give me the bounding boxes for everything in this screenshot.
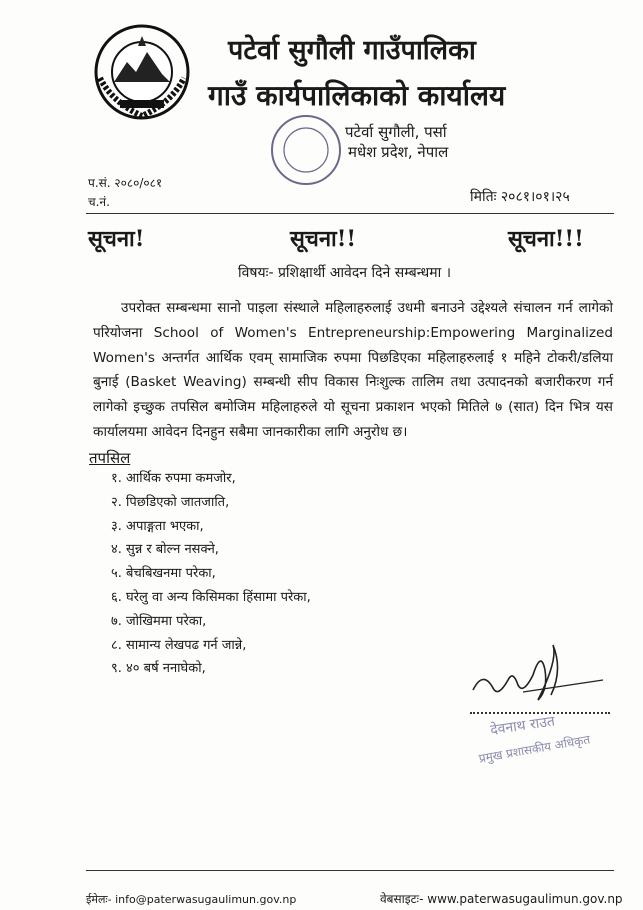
notice-heading-2: सूचना!! [290,226,357,252]
subject-line: विषयः- प्रशिक्षार्थी आवेदन दिने सम्बन्धमा । [238,265,452,281]
office-stamp [266,108,346,192]
office-title-line1: पटेर्वा सुगौली गाउँपालिका [228,35,476,66]
list-item: ६. घरेलु वा अन्य किसिमका हिंसामा परेका, [111,589,311,605]
municipality-emblem [92,22,192,122]
list-item: ९. ४० बर्ष ननाघेको, [111,661,206,677]
list-item: ५. बेचबिखनमा परेका, [111,566,216,582]
signatory-title: प्रमुख प्रशासकीय अधिकृत [477,732,592,766]
letter-date: मितिः २०८१।०१।२५ [470,189,570,205]
notice-body: उपरोक्त सम्बन्धमा सानो पाइला संस्थाले महिलाहरुलाई उधमी बनाउने उद्देश्यले संचालन गर्न लागेको परियोजना School of Women's Entrepreneurship:Empowering Marginalized Women's अन्तर्गत आर्थिक एवम् सामाजिक रुपमा पिछडिएका महिलाहरुलाई १ महिने टोकरी/डलिया बुनाई (Basket Weaving) सम्बन्धी सीप विकास निःशुल्क तालिम तथा उत्पादनको बजारीकरण गर्न लागेको इच्छुक तपसिल बमोजिम महिलाहरुले यो सूचना प्रकाशन भएको मितिले ७ (सात) दिन भित्र यस कार्यालयमा आवेदन दिनहुन सबैमा जानकारीका लागि अनुरोध छ। [93,300,613,440]
list-item: ४. सुन्न र बोल्न नसक्ने, [111,542,219,558]
criteria-list [111,467,311,681]
address-line2: मधेश प्रदेश, नेपाल [348,143,449,161]
list-item: ७. जोखिममा परेका, [111,613,207,629]
list-item: ३. अपाङ्गता भएका, [111,518,204,534]
letter-number: प.सं. २०८०/०८१ [88,176,163,190]
notice-heading-3: सूचना!!! [508,226,584,252]
list-item: २. पिछडिएको जातजाति, [111,494,230,510]
footer-website: वेबसाइटः- www.paterwasugaulimun.gov.np [380,892,623,906]
list-item: १. आर्थिक रुपमा कमजोर, [111,471,236,486]
list-item: ८. सामान्य लेखपढ गर्न जान्ने, [111,637,247,653]
office-title-line2: गाउँ कार्यपालिकाको कार्यालय [208,79,506,112]
header-divider [86,213,614,214]
dispatch-number: च.नं. [88,195,110,209]
notice-heading-1: सूचना! [88,226,145,252]
address-line1: पटेर्वा सुगौली, पर्सा [345,123,447,141]
signatory-name: देवनाथ राउत [489,713,556,739]
footer-email: ईमेलः- info@paterwasugaulimun.gov.np [86,893,297,906]
criteria-heading: तपसिल [89,449,131,467]
signature-mark [463,640,613,710]
footer-divider [86,870,614,871]
